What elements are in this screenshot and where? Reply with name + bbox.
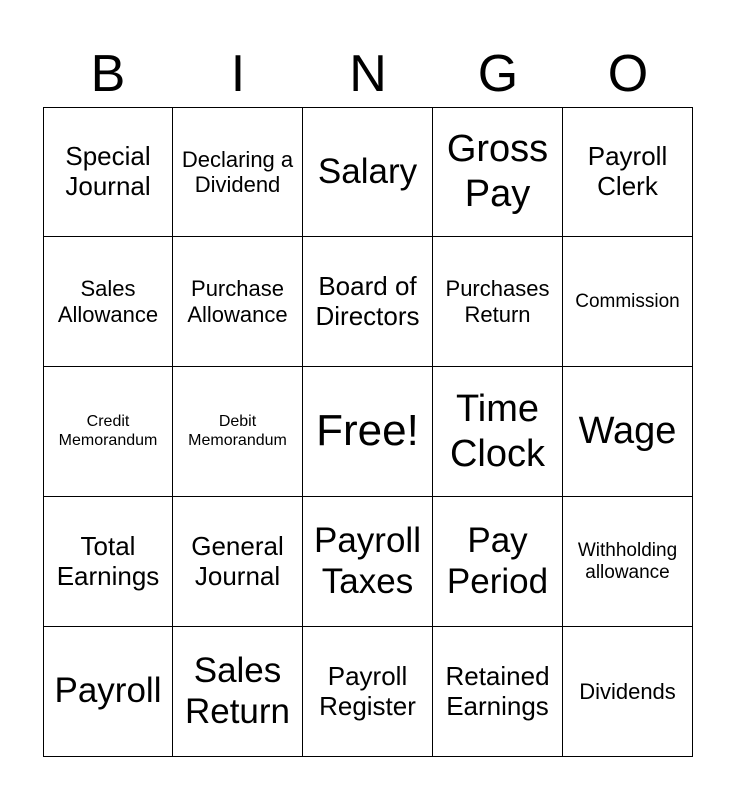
bingo-cell[interactable] [563,107,693,237]
cell-label: Payroll Taxes [314,521,421,601]
cell-label: Time Clock [449,387,546,475]
bingo-cell[interactable] [433,627,563,757]
bingo-cell[interactable] [43,107,173,237]
cell-label: Payroll [54,671,162,711]
bingo-cell[interactable] [563,627,693,757]
bingo-cell[interactable] [43,237,173,367]
bingo-cell[interactable] [303,497,433,627]
bingo-cell[interactable] [433,497,563,627]
bingo-cell[interactable] [43,367,173,497]
cell-label: Special Journal [65,141,151,201]
bingo-cell[interactable] [173,107,303,237]
bingo-cell[interactable] [303,237,433,367]
cell-label: Debit Memorandum [188,413,287,449]
bingo-cell[interactable] [303,107,433,237]
cell-label: Gross Pay [446,128,549,215]
bingo-cell[interactable] [433,237,563,367]
cell-label: Pay Period [446,521,549,601]
bingo-cell[interactable] [173,497,303,627]
bingo-cell[interactable] [173,367,303,497]
header-letter-g: G [477,45,519,103]
cell-label: Retained Earnings [445,660,550,721]
cell-label: Sales Return [184,651,291,731]
bingo-board [43,107,693,757]
cell-label: Purchases Return [445,276,550,327]
header-letter-b: B [90,45,126,103]
cell-label: Sales Allowance [57,276,159,327]
cell-label: Payroll Register [319,660,416,721]
bingo-cell[interactable] [303,627,433,757]
cell-label: Purchase Allowance [187,276,288,327]
bingo-cell[interactable] [433,367,563,497]
bingo-cell[interactable] [563,367,693,497]
cell-label: General Journal [191,530,284,591]
bingo-cell[interactable] [43,627,173,757]
bingo-cell[interactable] [43,497,173,627]
bingo-header [43,40,693,108]
cell-label: Wage [578,410,677,453]
bingo-cell[interactable] [173,627,303,757]
cell-label: Credit Memorandum [58,413,158,449]
bingo-cell[interactable] [563,497,693,627]
cell-label: Commission [575,290,680,312]
header-letter-o: O [607,45,649,103]
bingo-cell[interactable] [563,237,693,367]
cell-label: Payroll Clerk [587,141,668,201]
header-letter-i: I [230,45,246,103]
free-space-cell[interactable] [303,367,433,497]
bingo-cell[interactable] [433,107,563,237]
bingo-cell[interactable] [173,237,303,367]
cell-label: Total Earnings [56,530,160,591]
cell-label: Dividends [579,678,676,704]
cell-label: Board of Directors [315,270,420,331]
cell-label: Withholding allowance [577,539,678,583]
free-space-label: Free! [316,406,419,456]
cell-label: Declaring a Dividend [181,146,294,197]
cell-label: Salary [317,151,418,191]
header-letter-n: N [349,45,387,103]
